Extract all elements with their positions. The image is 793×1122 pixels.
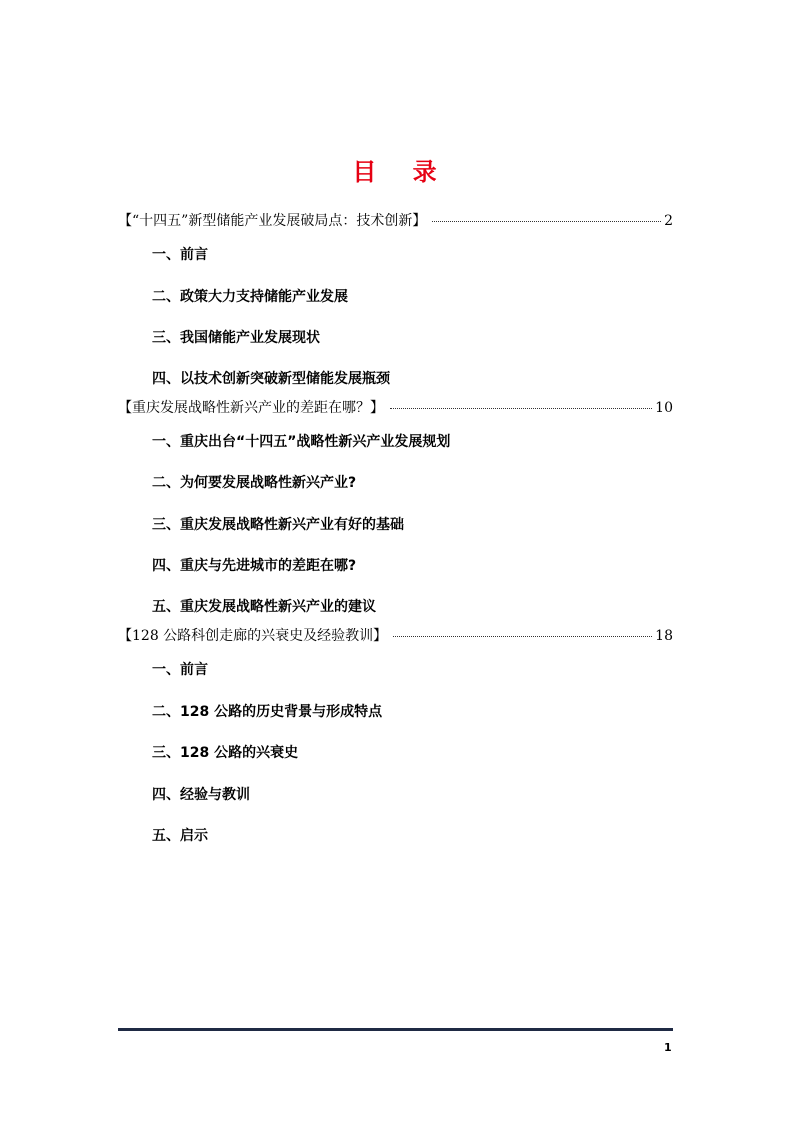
toc-item[interactable]: 二、128 公路的历史背景与形成特点 bbox=[152, 704, 383, 720]
toc-item[interactable]: 一、前言 bbox=[152, 247, 208, 263]
toc-page-number: 18 bbox=[655, 628, 673, 644]
toc-section-2[interactable] bbox=[118, 397, 673, 419]
toc-page-number: 10 bbox=[655, 400, 673, 416]
footer-rule bbox=[118, 1028, 673, 1031]
footer-page-number: 1 bbox=[664, 1041, 672, 1054]
toc-section-title: 【“十四五”新型储能产业发展破局点：技术创新】 bbox=[118, 213, 427, 229]
toc-section-title: 【重庆发展战略性新兴产业的差距在哪？】 bbox=[118, 400, 384, 416]
toc-item[interactable]: 一、前言 bbox=[152, 662, 208, 678]
toc-page-number: 2 bbox=[664, 213, 673, 229]
dot-leader bbox=[390, 408, 652, 409]
toc-item[interactable]: 四、经验与教训 bbox=[152, 787, 250, 803]
toc-item[interactable]: 二、为何要发展战略性新兴产业? bbox=[152, 475, 357, 491]
dot-leader bbox=[393, 636, 652, 637]
toc-item[interactable]: 五、重庆发展战略性新兴产业的建议 bbox=[152, 599, 376, 615]
toc-heading: 目 录 bbox=[352, 158, 441, 186]
toc-item[interactable]: 三、128 公路的兴衰史 bbox=[152, 745, 299, 761]
toc-item[interactable]: 一、重庆出台“十四五”战略性新兴产业发展规划 bbox=[152, 434, 451, 450]
toc-item[interactable]: 四、以技术创新突破新型储能发展瓶颈 bbox=[152, 371, 390, 387]
toc-item[interactable]: 二、政策大力支持储能产业发展 bbox=[152, 289, 348, 305]
toc-item[interactable]: 四、重庆与先进城市的差距在哪? bbox=[152, 558, 357, 574]
toc-section-title: 【128 公路科创走廊的兴衰史及经验教训】 bbox=[118, 628, 388, 644]
toc-section-3[interactable] bbox=[118, 625, 673, 647]
toc-item[interactable]: 三、重庆发展战略性新兴产业有好的基础 bbox=[152, 517, 404, 533]
dot-leader bbox=[432, 221, 661, 222]
toc-section-1[interactable] bbox=[118, 210, 673, 232]
toc-item[interactable]: 五、启示 bbox=[152, 828, 208, 844]
toc-item[interactable]: 三、我国储能产业发展现状 bbox=[152, 330, 320, 346]
